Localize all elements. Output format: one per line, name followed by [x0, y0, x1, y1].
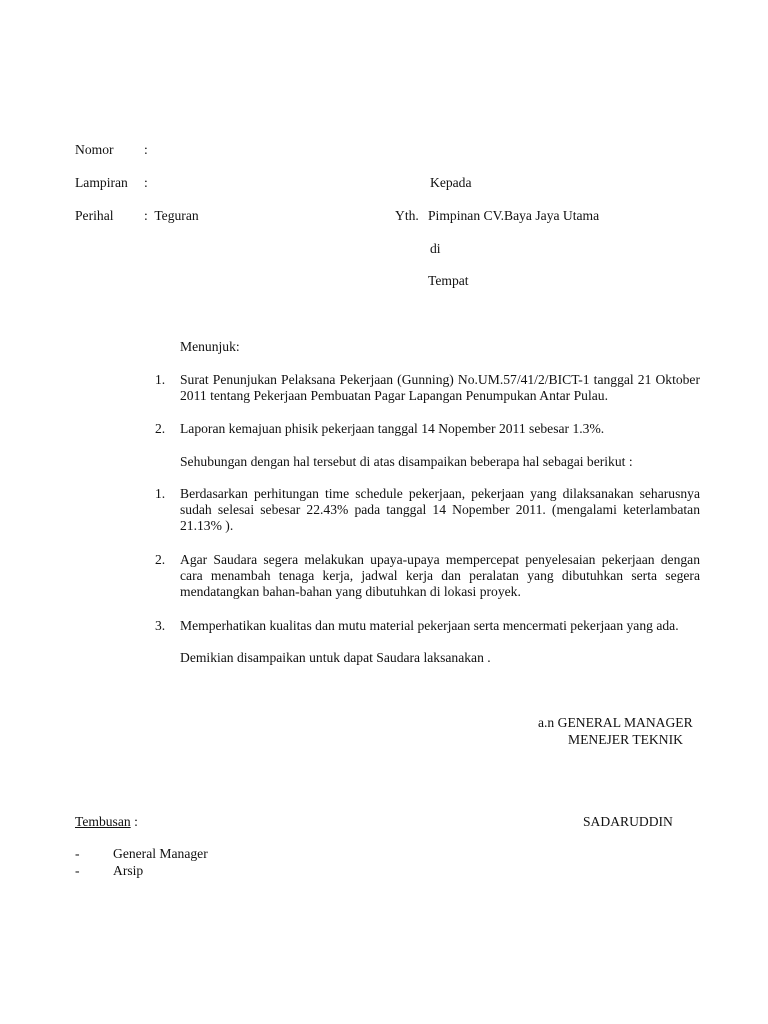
tempat-text: Tempat	[428, 273, 469, 288]
ref-number: 1.	[155, 372, 166, 387]
ref-number: 2.	[155, 421, 166, 436]
tembusan-heading	[75, 814, 138, 830]
point-text: Berdasarkan perhitungan time schedule pekerjaan, pekerjaan yang dilaksanakan seharusnya sudah selesai sebesar 22.43% pada tanggal 14 Nopember 2011. (mengalami keterlambatan 21.13% ).	[180, 486, 700, 533]
perihal-label: Perihal	[75, 208, 114, 223]
point-number: 1.	[155, 486, 166, 501]
tembusan-item: General Manager	[113, 846, 208, 861]
intro-paragraph: Sehubungan dengan hal tersebut di atas disampaikan beberapa hal sebagai berikut :	[180, 454, 633, 469]
yth-text: Yth.	[395, 208, 419, 223]
signature-position: MENEJER TEKNIK	[568, 732, 683, 747]
nomor-label: Nomor	[75, 142, 114, 157]
point-text: Agar Saudara segera melakukan upaya-upaya mempercepat penyelesaian pekerjaan dengan cara menambah tenaga kerja, jadwal kerja dan peralatan yang dibutuhkan serta segera mendatangkan bahan-bahan yang dibutuhkan di lokasi proyek.	[180, 552, 700, 599]
nomor-colon: :	[144, 142, 148, 157]
signature-title: a.n GENERAL MANAGER	[538, 715, 693, 730]
perihal-value: : Teguran	[144, 208, 199, 223]
ref-text: Surat Penunjukan Pelaksana Pekerjaan (Gunning) No.UM.57/41/2/BICT-1 tanggal 21 Oktober 2011 tentang Pekerjaan Pembuatan Pagar Lapangan Penumpukan Antar Pulau.	[180, 372, 700, 403]
tembusan-dash: -	[75, 863, 80, 878]
closing-sentence: Demikian disampaikan untuk dapat Saudara laksanakan .	[180, 650, 491, 665]
point-text: Memperhatikan kualitas dan mutu material pekerjaan serta mencermati pekerjaan yang ada.	[180, 618, 679, 633]
tembusan-label: Tembusan	[75, 814, 131, 829]
tembusan-item: Arsip	[113, 863, 144, 878]
recipient-name: Pimpinan CV.Baya Jaya Utama	[428, 208, 600, 223]
point-number: 2.	[155, 552, 166, 567]
ref-text: Laporan kemajuan phisik pekerjaan tanggal 14 Nopember 2011 sebesar 1.3%.	[180, 421, 605, 436]
lampiran-label: Lampiran	[75, 175, 128, 190]
menunjuk-heading: Menunjuk:	[180, 339, 240, 354]
lampiran-colon: :	[144, 175, 148, 190]
point-number: 3.	[155, 618, 166, 633]
tembusan-colon: :	[130, 814, 138, 829]
di-text: di	[430, 241, 441, 256]
signatory-name: SADARUDDIN	[583, 814, 673, 829]
kepada-text: Kepada	[430, 175, 472, 190]
tembusan-dash: -	[75, 846, 80, 861]
